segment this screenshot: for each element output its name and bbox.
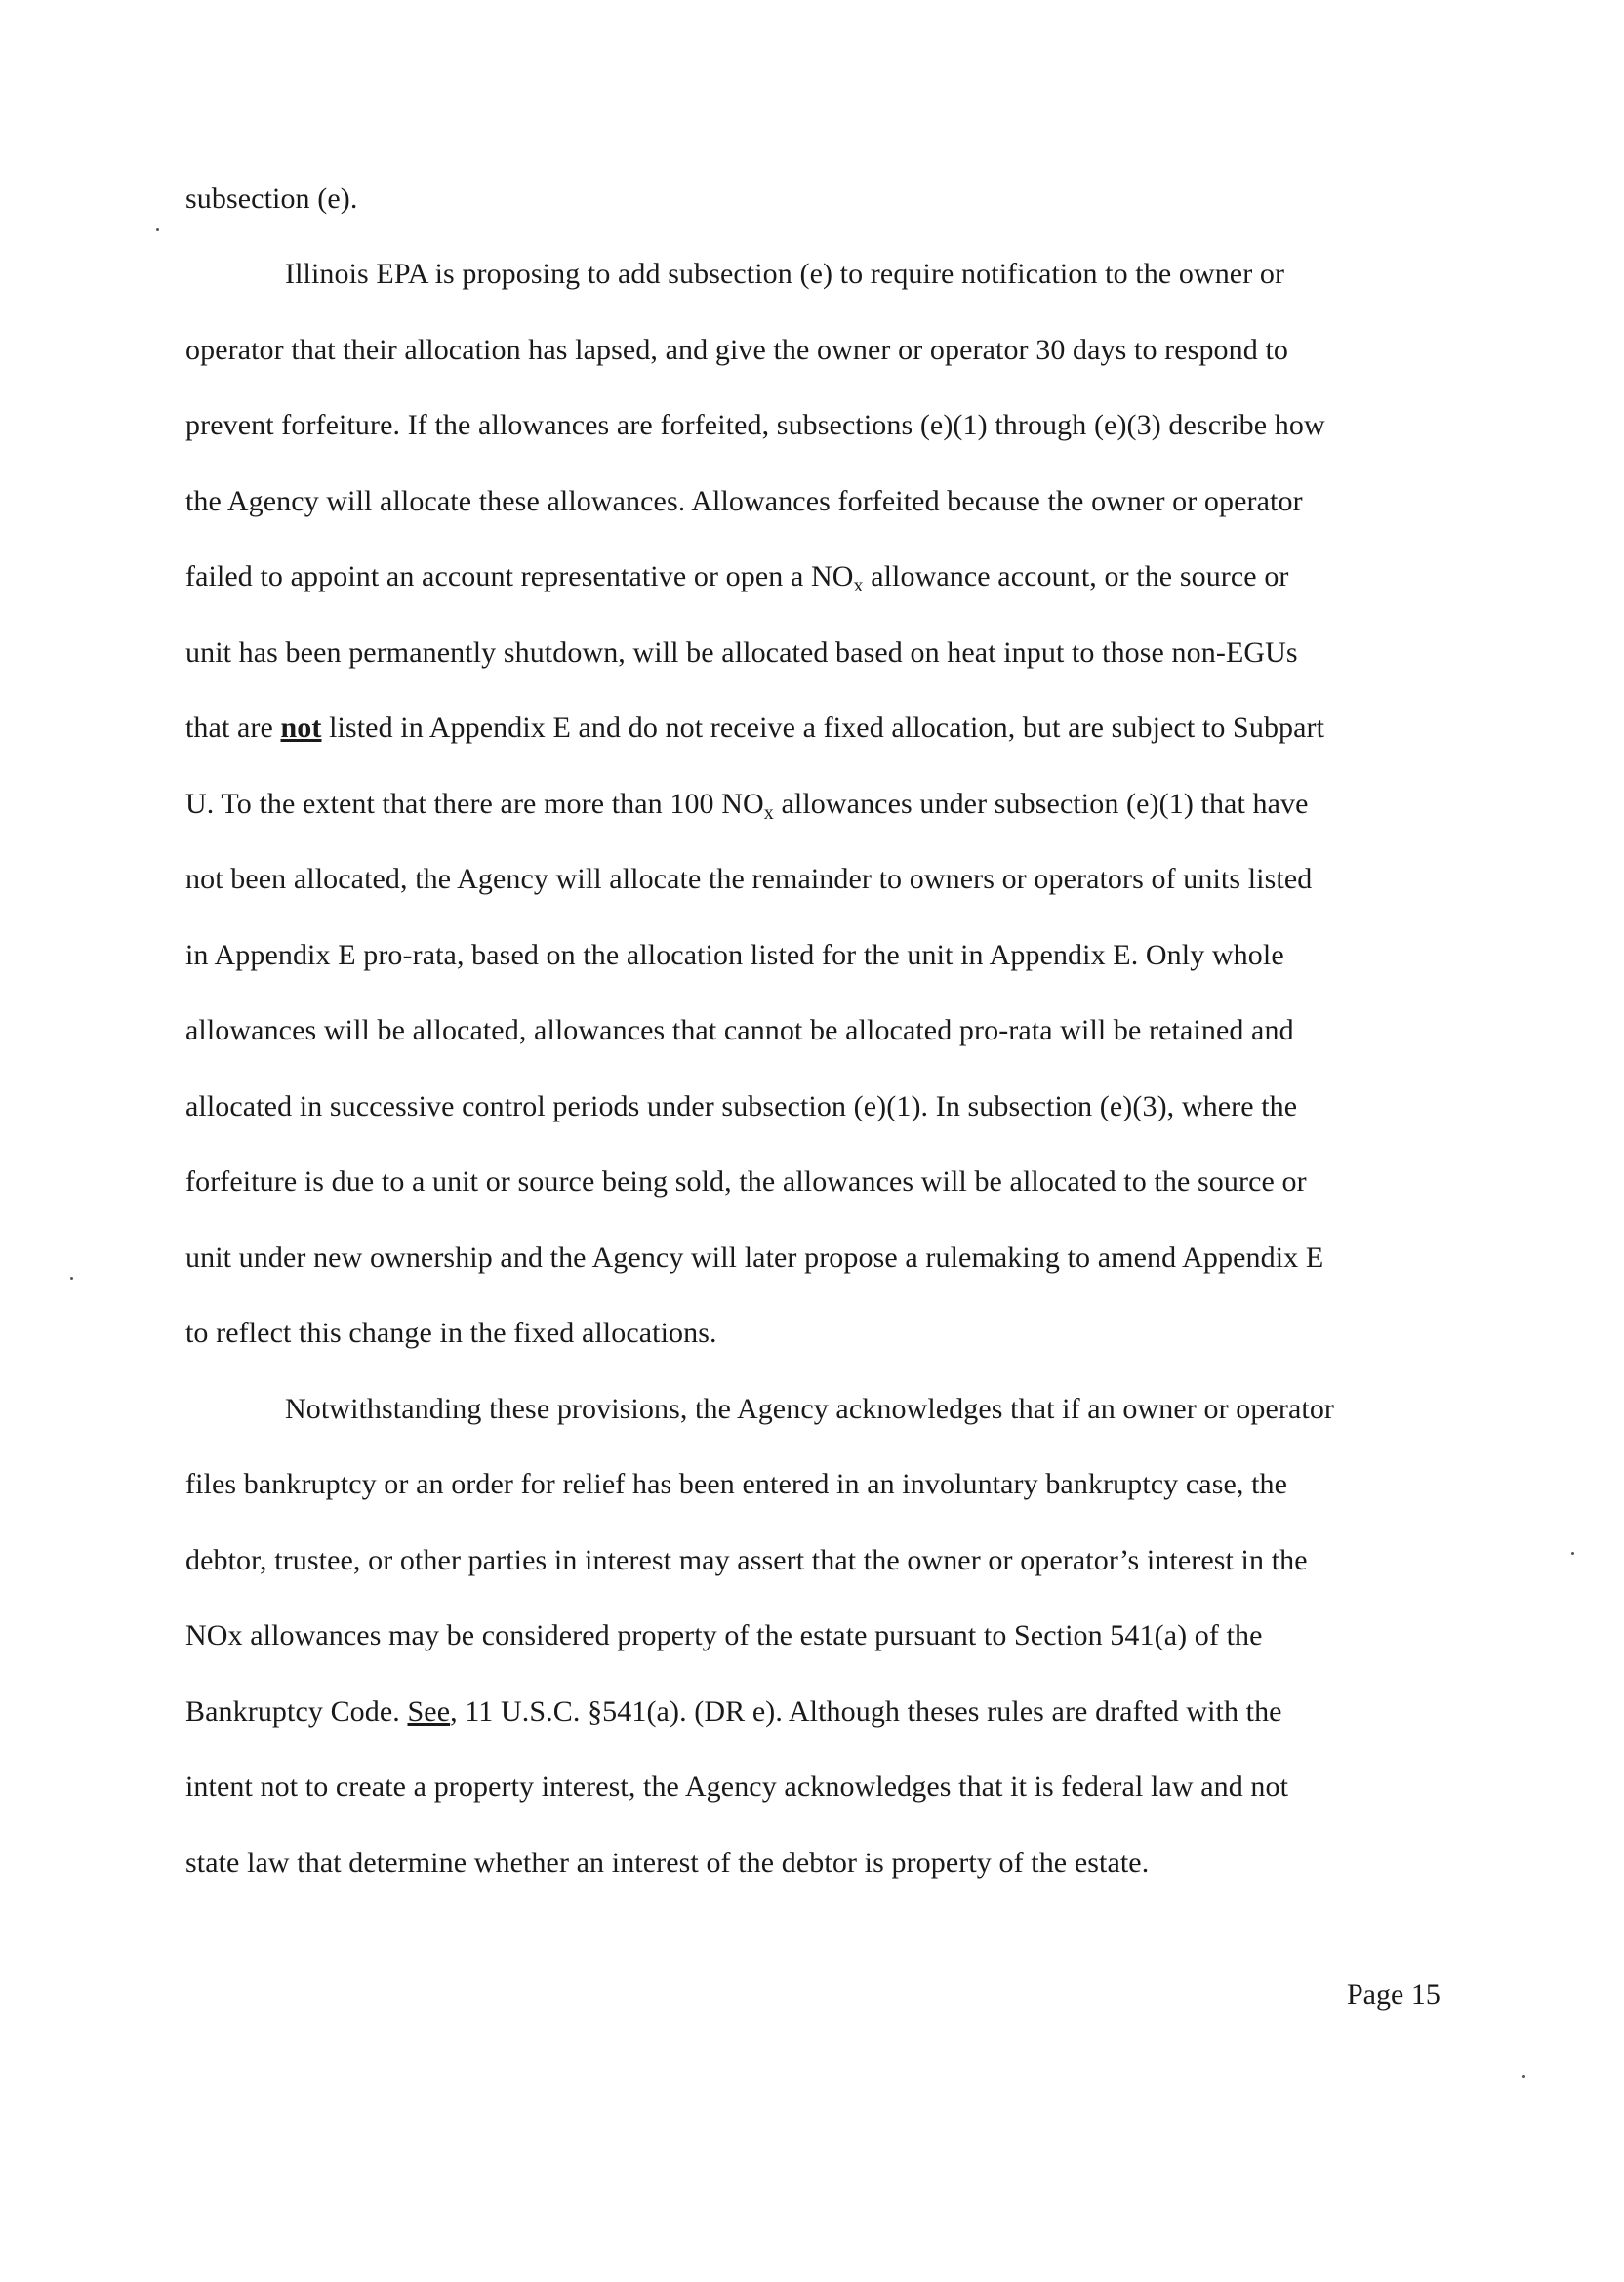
text-line: [185, 1164, 1307, 1200]
text-line: [285, 1392, 1334, 1427]
text-line: [185, 484, 1303, 519]
text-run: intent not to create a property interest, the Agency acknowledges that it is federal law and not: [185, 1771, 1289, 1803]
text-line: [185, 1467, 1287, 1502]
text-line: [185, 1694, 1282, 1730]
text-line: [185, 408, 1325, 443]
citation-signal-see: See: [407, 1695, 451, 1728]
text-line: [185, 1316, 717, 1351]
text-run: unit has been permanently shutdown, will be allocated based on heat input to those non-EGUs: [185, 636, 1298, 669]
text-run: failed to appoint an account representative or open a NO: [185, 560, 854, 592]
subscript-x: x: [853, 575, 864, 596]
text-run: debtor, trustee, or other parties in interest may assert that the owner or operator’s interest in the: [185, 1544, 1308, 1576]
text-line: [185, 1241, 1323, 1276]
text-run: to reflect this change in the fixed allocations.: [185, 1317, 717, 1349]
page-number: Page 15: [1347, 1978, 1441, 2011]
text-run: unit under new ownership and the Agency will later propose a rulemaking to amend Appendix E: [185, 1242, 1324, 1274]
text-run: allowances will be allocated, allowances that cannot be allocated pro-rata will be retained and: [185, 1014, 1294, 1046]
text-line: [185, 862, 1312, 897]
text-run: operator that their allocation has lapsed, and give the owner or operator 30 days to respond to: [185, 334, 1288, 366]
text-run: subsection (e).: [185, 183, 358, 215]
text-line: [185, 182, 357, 217]
text-line: [185, 559, 1289, 594]
text-run: forfeiture is due to a unit or source being sold, the allowances will be allocated to the source or: [185, 1165, 1307, 1198]
text-run: in Appendix E pro-rata, based on the allocation listed for the unit in Appendix E. Only whole: [185, 939, 1284, 971]
emphasis-not: not: [280, 712, 322, 744]
text-run: U. To the extent that there are more than 100 NO: [185, 788, 764, 820]
text-line: [185, 1846, 1149, 1881]
text-run: Illinois EPA is proposing to add subsection (e) to require notification to the owner or: [285, 258, 1285, 290]
text-line: [185, 938, 1284, 973]
text-line: [185, 1089, 1297, 1124]
text-run: allowance account, or the source or: [863, 560, 1289, 592]
text-line: [185, 333, 1288, 368]
text-run: not been allocated, the Agency will allocate the remainder to owners or operators of units listed: [185, 863, 1313, 895]
subscript-x: x: [763, 802, 774, 824]
text-run: allowances under subsection (e)(1) that have: [773, 788, 1309, 820]
text-run: files bankruptcy or an order for relief has been entered in an involuntary bankruptcy case, the: [185, 1468, 1288, 1500]
text-line: [185, 1618, 1263, 1653]
text-run: prevent forfeiture. If the allowances are forfeited, subsections (e)(1) through (e)(3) describe how: [185, 409, 1325, 441]
text-run: Notwithstanding these provisions, the Agency acknowledges that if an owner or operator: [285, 1393, 1335, 1425]
text-line: [185, 1543, 1308, 1578]
text-line: [185, 635, 1298, 671]
text-line: [185, 1770, 1288, 1805]
text-run: , 11 U.S.C. §541(a). (DR e). Although theses rules are drafted with the: [450, 1695, 1282, 1728]
text-run: Bankruptcy Code.: [185, 1695, 408, 1728]
text-run: that are: [185, 712, 281, 744]
text-line: [185, 787, 1309, 822]
text-line: [185, 711, 1324, 746]
text-run: the Agency will allocate these allowances. Allowances forfeited because the owner or operator: [185, 485, 1303, 517]
text-run: NOx allowances may be considered property of the estate pursuant to Section 541(a) of the: [185, 1619, 1263, 1651]
scan-speck: [1522, 2075, 1525, 2078]
text-run: listed in Appendix E and do not receive a fixed allocation, but are subject to Subpart: [321, 712, 1325, 744]
scan-speck: [70, 1277, 73, 1280]
scan-speck: [1571, 1552, 1574, 1555]
text-run: state law that determine whether an interest of the debtor is property of the estate.: [185, 1847, 1150, 1879]
text-run: allocated in successive control periods under subsection (e)(1). In subsection (e)(3), where the: [185, 1090, 1298, 1122]
text-line: [285, 257, 1284, 292]
text-line: [185, 1013, 1294, 1048]
scan-speck: [156, 228, 159, 231]
